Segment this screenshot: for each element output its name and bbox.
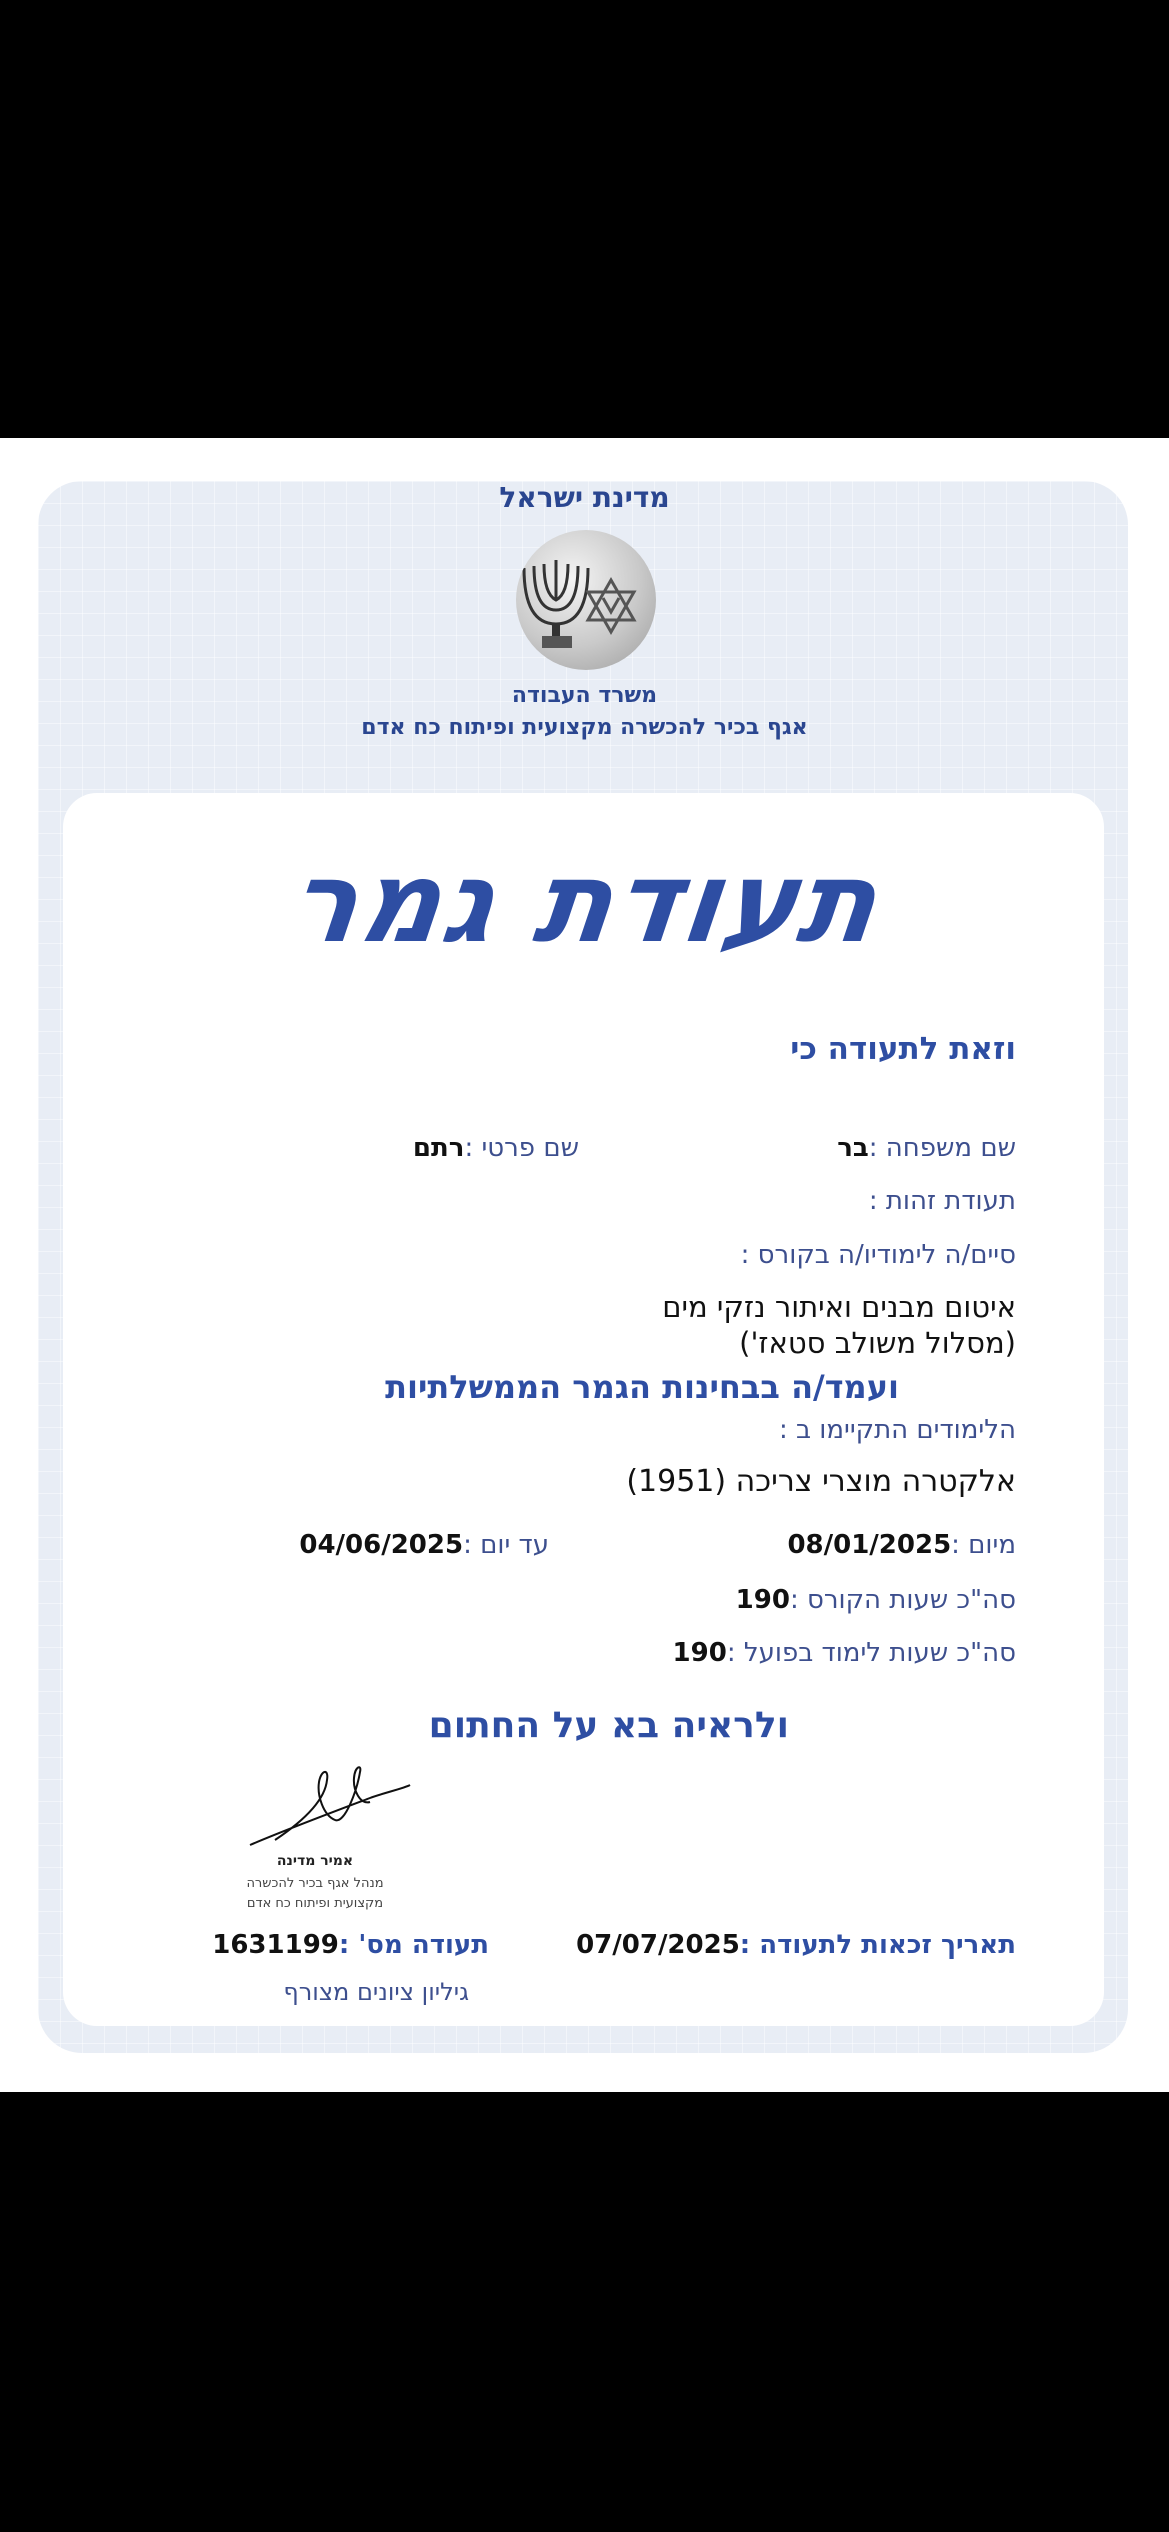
signer-role-line2: מקצועית ופיתוח כח אדם	[246, 1896, 384, 1911]
actual-hours-label: סה"כ שעות לימוד בפועל :	[726, 1638, 1016, 1668]
ministry-name: משרד העבודה	[511, 683, 658, 708]
signature-icon	[245, 1760, 415, 1860]
passed-exams: ועמד/ה בבחינות הגמר הממשלתיות	[385, 1368, 899, 1406]
intro-text: וזאת לתעודה כי	[790, 1031, 1016, 1067]
id-label: תעודת זהות :	[868, 1186, 1016, 1216]
to-date-value: 04/06/2025	[299, 1530, 464, 1560]
held-at-label: הלימודים התקיימו ב :	[778, 1415, 1016, 1445]
signer-name: אמיר מדינה	[276, 1853, 354, 1869]
eligibility-date-label: תאריך זכאות לתעודה :	[739, 1930, 1016, 1960]
from-date-field	[787, 1530, 1016, 1560]
total-hours-value: 190	[735, 1585, 790, 1615]
state-name: מדינת ישראל	[499, 481, 670, 514]
first-name-label: שם פרטי :	[464, 1133, 579, 1163]
cert-number-label: תעודה מס' :	[338, 1930, 489, 1960]
witness-text: ולראיה בא על החתום	[428, 1705, 789, 1746]
last-name-label: שם משפחה :	[868, 1133, 1016, 1163]
total-hours-field	[736, 1585, 1016, 1615]
state-emblem-icon	[516, 530, 656, 670]
signer-role-line1: מנהל אגף בכיר להכשרה	[246, 1876, 384, 1891]
total-hours-label: סה"כ שעות הקורס :	[789, 1585, 1016, 1615]
certificate-title: תעודת גמר	[281, 838, 888, 968]
course-track: (מסלול משולב סטאז')	[739, 1326, 1016, 1360]
actual-hours-field	[673, 1638, 1016, 1668]
last-name-value: בר	[837, 1133, 869, 1163]
institution-name: אלקטרה מוצרי צריכה (1951)	[626, 1464, 1016, 1499]
first-name-field	[413, 1133, 579, 1163]
from-date-value: 08/01/2025	[787, 1530, 952, 1560]
eligibility-date-value: 07/07/2025	[576, 1930, 740, 1960]
from-date-label: מיום :	[951, 1530, 1016, 1560]
certificate-body	[63, 793, 1104, 2026]
completed-label: סיים/ה לימודיו/ה בקורס :	[740, 1240, 1016, 1270]
first-name-value: רתם	[412, 1133, 465, 1163]
to-date-field	[299, 1530, 549, 1560]
signer-role	[205, 1874, 425, 1914]
to-date-label: עד יום :	[463, 1530, 549, 1560]
cert-number-value: 1631199	[212, 1930, 339, 1960]
grades-sheet-note: גיליון ציונים מצורף	[283, 1978, 469, 2006]
course-name: איטום מבנים ואיתור נזקי מים	[662, 1290, 1016, 1324]
last-name-field	[837, 1133, 1016, 1163]
actual-hours-value: 190	[672, 1638, 727, 1668]
division-name: אגף בכיר להכשרה מקצועית ופיתוח כח אדם	[361, 715, 808, 740]
eligibility-date-field	[576, 1930, 1016, 1960]
cert-number-field	[212, 1930, 489, 1960]
